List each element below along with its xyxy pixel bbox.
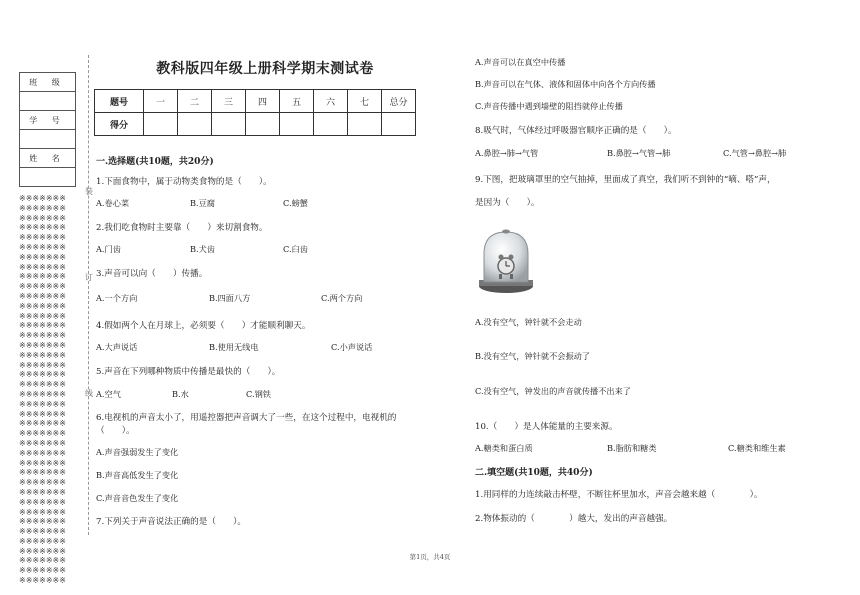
score-cell[interactable] bbox=[348, 113, 382, 136]
option-4b[interactable]: B.使用无线电 bbox=[209, 342, 259, 352]
name-label: 姓 名 bbox=[20, 149, 76, 168]
option-7a[interactable]: A.声音可以在真空中传播 bbox=[475, 57, 566, 67]
option-7b[interactable]: B.声音可以在气体、液体和固体中向各个方向传播 bbox=[475, 79, 656, 89]
score-header-6: 六 bbox=[314, 90, 348, 113]
binding-line bbox=[88, 55, 89, 535]
score-header-label: 题号 bbox=[95, 90, 144, 113]
question-4: 4.假如两个人在月球上，必须要（ ）才能顺利聊天。 bbox=[96, 321, 311, 331]
question-9: 9.下图，把玻璃罩里的空气抽掉，里面成了真空，我们听不到钟的“嘀、嗒”声， bbox=[475, 175, 776, 185]
page-footer: 第1页，共4页 bbox=[409, 553, 451, 561]
score-header-7: 七 bbox=[348, 90, 382, 113]
option-1c[interactable]: C.螃蟹 bbox=[283, 198, 308, 208]
seal-char-xian: 线 bbox=[85, 389, 93, 398]
score-header-1: 一 bbox=[144, 90, 178, 113]
fill-question-2: 2.物体振动的（ ）越大，发出的声音越强。 bbox=[475, 514, 673, 524]
score-cell[interactable] bbox=[246, 113, 280, 136]
score-header-5: 五 bbox=[280, 90, 314, 113]
option-1b[interactable]: B.豆腐 bbox=[190, 198, 215, 208]
student-info-table bbox=[19, 72, 76, 187]
option-1a[interactable]: A.卷心菜 bbox=[96, 198, 130, 208]
option-10a[interactable]: A.糖类和蛋白质 bbox=[475, 443, 533, 453]
score-header-total: 总分 bbox=[382, 90, 416, 113]
option-6b[interactable]: B.声音高低发生了变化 bbox=[96, 470, 179, 480]
class-field[interactable] bbox=[20, 92, 76, 111]
option-7c[interactable]: C.声音传播中遇到墙壁的阻挡就停止传播 bbox=[475, 101, 623, 111]
option-3b[interactable]: B.四面八方 bbox=[209, 293, 251, 303]
score-table bbox=[94, 89, 416, 136]
option-2a[interactable]: A.门齿 bbox=[96, 244, 121, 254]
question-9-cont: 是因为（ ）。 bbox=[475, 198, 540, 208]
score-cell[interactable] bbox=[144, 113, 178, 136]
name-field[interactable] bbox=[20, 168, 76, 187]
option-8a[interactable]: A.鼻腔→肺→气管 bbox=[475, 148, 539, 158]
option-9b[interactable]: B.没有空气，钟针就不会振动了 bbox=[475, 351, 591, 361]
section-heading-fill: 二.填空题(共10题，共40分) bbox=[475, 468, 593, 478]
score-cell[interactable] bbox=[314, 113, 348, 136]
class-label: 班 级 bbox=[20, 73, 76, 92]
option-9a[interactable]: A.没有空气，钟针就不会走动 bbox=[475, 317, 582, 327]
option-5a[interactable]: A.空气 bbox=[96, 389, 121, 399]
question-1: 1.下面食物中，属于动物类食物的是（ ）。 bbox=[96, 177, 272, 187]
option-8b[interactable]: B.鼻腔→气管→肺 bbox=[607, 148, 671, 158]
seal-pattern: ※※※※※※※ ※※※※※※※ ※※※※※※※ ※※※※※※※ ※※※※※※※ ※※※※※※※ ※※※※※※※ ※※※※※※※ ※※※※※※※ ※※※※※※※ ※※※※※※※ ※※※※※※※ ※※※※※※※ ※※※※※※※ ※※※※※※※ ※※※※※※※ ※※※※※※※ ※※※※※※※ ※※※※※※※ ※※※※※※※ ※※※※※※※ ※※※※※※※ ※※※※※※※ ※※※※※※※ ※※※※※※※ ※※※※※※※ ※※※※※※※ ※※※※※※※ ※※※※※※※ ※※※※※※※ ※※※※※※※ ※※※※※※※ ※※※※※※※ ※※※※※※※ ※※※※※※※ ※※※※※※※ ※※※※※※※ ※※※※※※※ ※※※※※※※ ※※※※※※※ bbox=[19, 194, 66, 584]
question-6-cont: （ ）。 bbox=[96, 426, 135, 436]
option-4c[interactable]: C.小声说话 bbox=[331, 342, 373, 352]
seal-char-zhuang: 装 bbox=[85, 187, 93, 196]
question-2: 2.我们吃食物时主要靠（ ）来切割食物。 bbox=[96, 223, 268, 233]
student-id-label: 学 号 bbox=[20, 111, 76, 130]
fill-question-1: 1.用同样的力连续敲击杯壁，不断往杯里加水，声音会越来越（ ）。 bbox=[475, 490, 763, 500]
score-cell[interactable] bbox=[178, 113, 212, 136]
page-title: 教科版四年级上册科学期末测试卷 bbox=[156, 61, 374, 77]
option-5b[interactable]: B.水 bbox=[172, 389, 189, 399]
question-10: 10.（ ）是人体能量的主要来源。 bbox=[475, 422, 618, 432]
student-id-field[interactable] bbox=[20, 130, 76, 149]
score-header-4: 四 bbox=[246, 90, 280, 113]
option-10c[interactable]: C.糖类和维生素 bbox=[728, 443, 786, 453]
option-5c[interactable]: C.钢铁 bbox=[246, 389, 271, 399]
dome-knob bbox=[502, 230, 510, 234]
option-3c[interactable]: C.两个方向 bbox=[321, 293, 363, 303]
option-10b[interactable]: B.脂肪和糖类 bbox=[607, 443, 657, 453]
option-6c[interactable]: C.声音音色发生了变化 bbox=[96, 493, 179, 503]
option-3a[interactable]: A.一个方向 bbox=[96, 293, 138, 303]
option-4a[interactable]: A.大声说话 bbox=[96, 342, 138, 352]
option-6a[interactable]: A.声音强弱发生了变化 bbox=[96, 447, 179, 457]
option-2c[interactable]: C.臼齿 bbox=[283, 244, 308, 254]
question-8: 8.吸气时，气体经过呼吸器官顺序正确的是（ ）。 bbox=[475, 126, 677, 136]
score-row-label: 得分 bbox=[95, 113, 144, 136]
question-6: 6.电视机的声音太小了，用遥控器把声音调大了一些，在这个过程中，电视机的 bbox=[96, 413, 397, 423]
option-9c[interactable]: C.没有空气，钟发出的声音就传播不出来了 bbox=[475, 386, 631, 396]
score-cell[interactable] bbox=[212, 113, 246, 136]
question-3: 3.声音可以向（ ）传播。 bbox=[96, 269, 208, 279]
score-header-3: 三 bbox=[212, 90, 246, 113]
bell-jar-illustration bbox=[478, 228, 534, 294]
seal-char-ding: 订 bbox=[85, 273, 93, 282]
score-cell[interactable] bbox=[382, 113, 416, 136]
section-heading-choice: 一.选择题(共10题，共20分) bbox=[96, 157, 214, 167]
score-header-2: 二 bbox=[178, 90, 212, 113]
score-cell[interactable] bbox=[280, 113, 314, 136]
option-2b[interactable]: B.犬齿 bbox=[190, 244, 215, 254]
question-7: 7.下列关于声音说法正确的是（ ）。 bbox=[96, 517, 246, 527]
question-5: 5.声音在下列哪种物质中传播是最快的（ ）。 bbox=[96, 367, 281, 377]
option-8c[interactable]: C.气管→鼻腔→肺 bbox=[723, 148, 787, 158]
